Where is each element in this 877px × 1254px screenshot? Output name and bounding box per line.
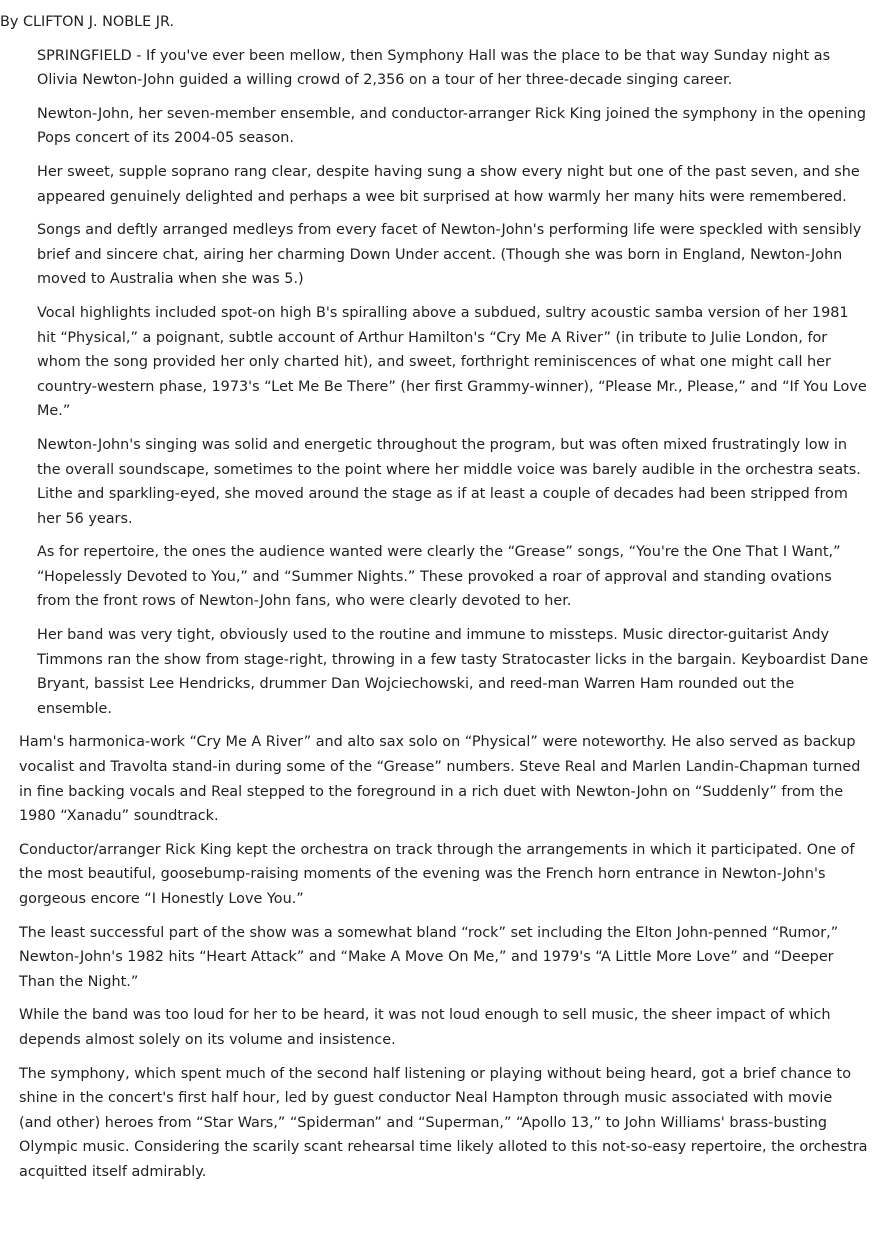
- paragraph: Ham's harmonica-work “Cry Me A River” and alto sax solo on “Physical” were noteworthy. He also served as backup vocalist and Travolta stand-in during some of the “Grease” numbers. Steve Real and Marlen Landin-Chapman turned in fine backing vocals and Real stepped to the foreground in a rich duet with Newton-John on “Suddenly” from the 1980 “Xanadu” soundtrack.: [19, 734, 861, 825]
- paragraph: Newton-John's singing was solid and energetic throughout the program, but was often mixed frustratingly low in the overall soundscape, sometimes to the point where her middle voice was barely audible in the orchestra seats. Lithe and sparkling-eyed, she moved around the stage as if at least a couple of decades had been stripped from her 56 years.: [37, 436, 861, 527]
- paragraph: Songs and deftly arranged medleys from every facet of Newton-John's performing life were speckled with sensibly brief and sincere chat, airing her charming Down Under accent. (Though she was born in England, Newton-John moved to Australia when she was 5.): [37, 222, 862, 288]
- paragraph: Newton-John, her seven-member ensemble, and conductor-arranger Rick King joined the symphony in the opening Pops concert of its 2004-05 season.: [37, 105, 866, 147]
- paragraph: As for repertoire, the ones the audience wanted were clearly the “Grease” songs, “You're the One That I Want,” “Hopelessly Devoted to You,” and “Summer Nights.” These provoked a roar of approval and standing ovations from the front rows of Newton-John fans, who were clearly devoted to her.: [37, 544, 841, 610]
- paragraph: Her sweet, supple soprano rang clear, despite having sung a show every night but one of the past seven, and she appeared genuinely delighted and perhaps a wee bit surprised at how warmly her many hits were remembered.: [37, 163, 860, 205]
- paragraph: Her band was very tight, obviously used to the routine and immune to missteps. Music director-guitarist Andy Timmons ran the show from stage-right, throwing in a few tasty Stratocaster licks in the bargain. Keyboardist Dane Bryant, bassist Lee Hendricks, drummer Dan Wojciechowski, and reed-man Warren Ham rounded out the ensemble.: [37, 627, 869, 717]
- paragraph: The symphony, which spent much of the second half listening or playing without being heard, got a brief chance to shine in the concert's first half hour, led by guest conductor Neal Hampton through music associated with movie (and other) heroes from “Star Wars,” “Spiderman” and “Superman,” “Apollo 13,” to John Williams' brass-busting Olympic music. Considering the scarily scant rehearsal time likely alloted to this not-so-easy repertoire, the orchestra acquitted itself admirably.: [19, 1065, 868, 1180]
- byline: By CLIFTON J. NOBLE JR.: [0, 14, 175, 30]
- paragraph: SPRINGFIELD - If you've ever been mellow, then Symphony Hall was the place to be that way Sunday night as Olivia Newton-John guided a willing crowd of 2,356 on a tour of her three-decade singing career.: [37, 47, 831, 89]
- paragraph: The least successful part of the show was a somewhat bland “rock” set including the Elton John-penned “Rumor,” Newton-John's 1982 hits “Heart Attack” and “Make A Move On Me,” and 1979's “A Little More Love” and “Deeper Than the Night.”: [19, 924, 839, 990]
- paragraph: Vocal highlights included spot-on high B's spiralling above a subdued, sultry acoustic samba version of her 1981 hit “Physical,” a poignant, subtle account of Arthur Hamilton's “Cry Me A River” (in tribute to Julie London, for whom the song provided her only charted hit), and sweet, forthright reminiscences of what one might call her country-western phase, 1973's “Let Me Be There” (her first Grammy-winner), “Please Mr., Please,” and “If You Love Me.”: [37, 304, 867, 420]
- paragraph: Conductor/arranger Rick King kept the orchestra on track through the arrangements in which it participated. One of the most beautiful, goosebump-raising moments of the evening was the French horn entrance in Newton-John's gorgeous encore “I Honestly Love You.”: [19, 841, 855, 907]
- paragraph: While the band was too loud for her to be heard, it was not loud enough to sell music, the sheer impact of which depends almost solely on its volume and insistence.: [19, 1007, 831, 1048]
